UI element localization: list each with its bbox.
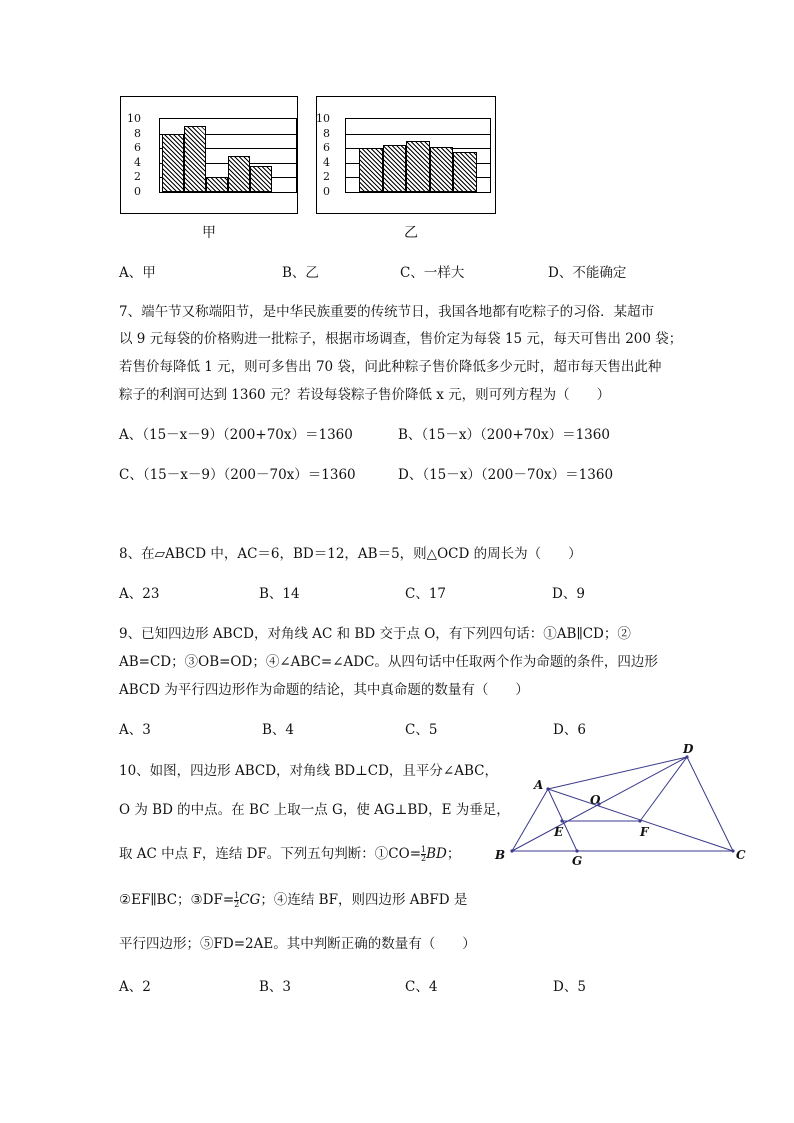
q6-option-a[interactable]: A、甲 xyxy=(119,265,156,281)
q9-option-c[interactable]: C、5 xyxy=(405,722,438,738)
q10-text-line-5: 平行四边形；⑤FD=2AE。其中判断正确的数量有（ ） xyxy=(119,936,476,952)
q9-option-b[interactable]: B、4 xyxy=(262,722,295,738)
segment-dc xyxy=(687,757,733,851)
bar-left-4 xyxy=(228,156,250,193)
geometry-figure xyxy=(490,740,760,880)
q10-text-line-1: 10、如图，四边形 ABCD，对角线 BD⊥CD，且平分∠ABC， xyxy=(119,763,498,779)
q10-line4-var: CG xyxy=(239,892,261,908)
q7-option-d[interactable]: D、（15－x）（200－70x）＝1360 xyxy=(398,467,614,483)
ytick-right-6: 6 xyxy=(323,141,330,155)
chart-plot-right xyxy=(345,118,491,193)
label-b: B xyxy=(495,848,506,862)
chart-plot-left xyxy=(159,118,297,193)
ytick-left-8: 8 xyxy=(134,126,141,140)
q10-option-c[interactable]: C、4 xyxy=(405,979,438,995)
q10-option-a[interactable]: A、2 xyxy=(119,979,151,995)
bar-right-1 xyxy=(359,148,383,192)
q9-option-d[interactable]: D、6 xyxy=(553,722,586,738)
q10-text-line-4: ②EF∥BC；③DF= $\frac{1}{2}$ CG；④连结 BF，则四边形 ABFD 是 xyxy=(119,891,468,909)
q10-option-d[interactable]: D、5 xyxy=(553,979,586,995)
q7-option-c[interactable]: C、（15－x－9）（200－70x）＝1360 xyxy=(119,467,356,483)
label-o: O xyxy=(590,793,601,807)
q9-text-line-1: 9、已知四边形 ABCD，对角线 AC 和 BD 交于点 O，有下列四句话：①AB∥CD；② xyxy=(119,626,631,642)
bar-left-2 xyxy=(184,126,206,192)
q6-option-c[interactable]: C、一样大 xyxy=(400,265,465,281)
q8-option-a[interactable]: A、23 xyxy=(119,586,160,602)
ytick-right-4: 4 xyxy=(323,155,330,169)
ytick-left-4: 4 xyxy=(134,155,141,169)
chart-caption-left: 甲 xyxy=(202,225,216,241)
bar-left-5 xyxy=(250,166,272,192)
q9-text-line-3: ABCD 为平行四边形作为命题的结论，其中真命题的数量有（ ） xyxy=(119,682,529,698)
q7-text-line-3: 若售价每降低 1 元，则可多售出 70 袋，问此种粽子售价降低多少元时，超市每天售出此种 xyxy=(119,359,662,375)
bar-right-4 xyxy=(430,147,454,192)
q7-text-line-2: 以 9 元每袋的价格购进一批粽子，根据市场调查，售价定为每袋 15 元，每天可售出 200 袋； xyxy=(119,331,683,347)
ytick-left-10: 10 xyxy=(127,112,141,125)
ytick-right-0: 0 xyxy=(323,185,330,198)
chart-frame-right xyxy=(316,96,496,214)
chart-caption-right: 乙 xyxy=(404,225,418,241)
q7-option-b[interactable]: B、（15－x）（200+70x）＝1360 xyxy=(398,427,610,443)
label-f: F xyxy=(640,825,649,839)
q10-text-line-2: O 为 BD 的中点。在 BC 上取一点 G，使 AG⊥BD，E 为垂足， xyxy=(119,802,510,818)
gridline-right-8 xyxy=(346,134,490,135)
fraction-one-half: $\frac{1}{2}$ xyxy=(421,845,427,863)
q8-option-c[interactable]: C、17 xyxy=(405,586,447,602)
ytick-left-6: 6 xyxy=(134,141,141,155)
q7-text-line-1: 7、端午节又称端阳节，是中华民族重要的传统节日，我国各地都有吃粽子的习俗．某超市 xyxy=(119,304,655,320)
ytick-left-2: 2 xyxy=(134,170,141,184)
q8-option-d[interactable]: D、9 xyxy=(552,586,585,602)
fraction-one-half-2: $\frac{1}{2}$ xyxy=(234,891,240,909)
q10-line3-prefix: 取 AC 中点 F，连结 DF。下列五句判断：①CO= xyxy=(119,846,422,862)
q10-option-b[interactable]: B、3 xyxy=(259,979,292,995)
q6-option-b[interactable]: B、乙 xyxy=(282,265,319,281)
label-g: G xyxy=(572,854,583,868)
bar-right-3 xyxy=(406,141,430,192)
ytick-right-8: 8 xyxy=(323,126,330,140)
bar-left-3 xyxy=(206,177,228,192)
label-d: D xyxy=(683,742,694,756)
q9-text-line-2: AB=CD；③OB=OD；④∠ABC=∠ADC。从四句话中任取两个作为命题的条件，四边形 xyxy=(119,654,658,670)
label-c: C xyxy=(736,848,746,862)
q6-option-d[interactable]: D、不能确定 xyxy=(548,265,627,281)
q8-text: 8、在▱ABCD 中，AC＝6，BD＝12，AB＝5，则△OCD 的周长为（ ） xyxy=(119,546,582,562)
label-a: A xyxy=(534,778,544,792)
q9-option-a[interactable]: A、3 xyxy=(119,722,151,738)
label-e: E xyxy=(554,825,564,839)
chart-frame-left xyxy=(120,96,298,214)
q7-text-line-4: 粽子的利润可达到 1360 元？若设每袋粽子售价降低 x 元，则可列方程为（ ） xyxy=(119,387,611,403)
q10-text-line-3: 取 AC 中点 F，连结 DF。下列五句判断：①CO= $\frac{1}{2}$ BD； xyxy=(119,845,461,863)
q10-line3-var: BD xyxy=(426,846,447,862)
bar-right-5 xyxy=(453,152,477,192)
ytick-left-0: 0 xyxy=(134,185,141,198)
ytick-right-2: 2 xyxy=(323,170,330,184)
segment-ad xyxy=(548,757,687,789)
q8-option-b[interactable]: B、14 xyxy=(259,586,300,602)
bar-left-1 xyxy=(162,134,184,192)
q7-option-a[interactable]: A、（15－x－9）（200+70x）＝1360 xyxy=(119,427,353,443)
bar-right-2 xyxy=(383,145,407,192)
ytick-right-10: 10 xyxy=(316,112,330,125)
